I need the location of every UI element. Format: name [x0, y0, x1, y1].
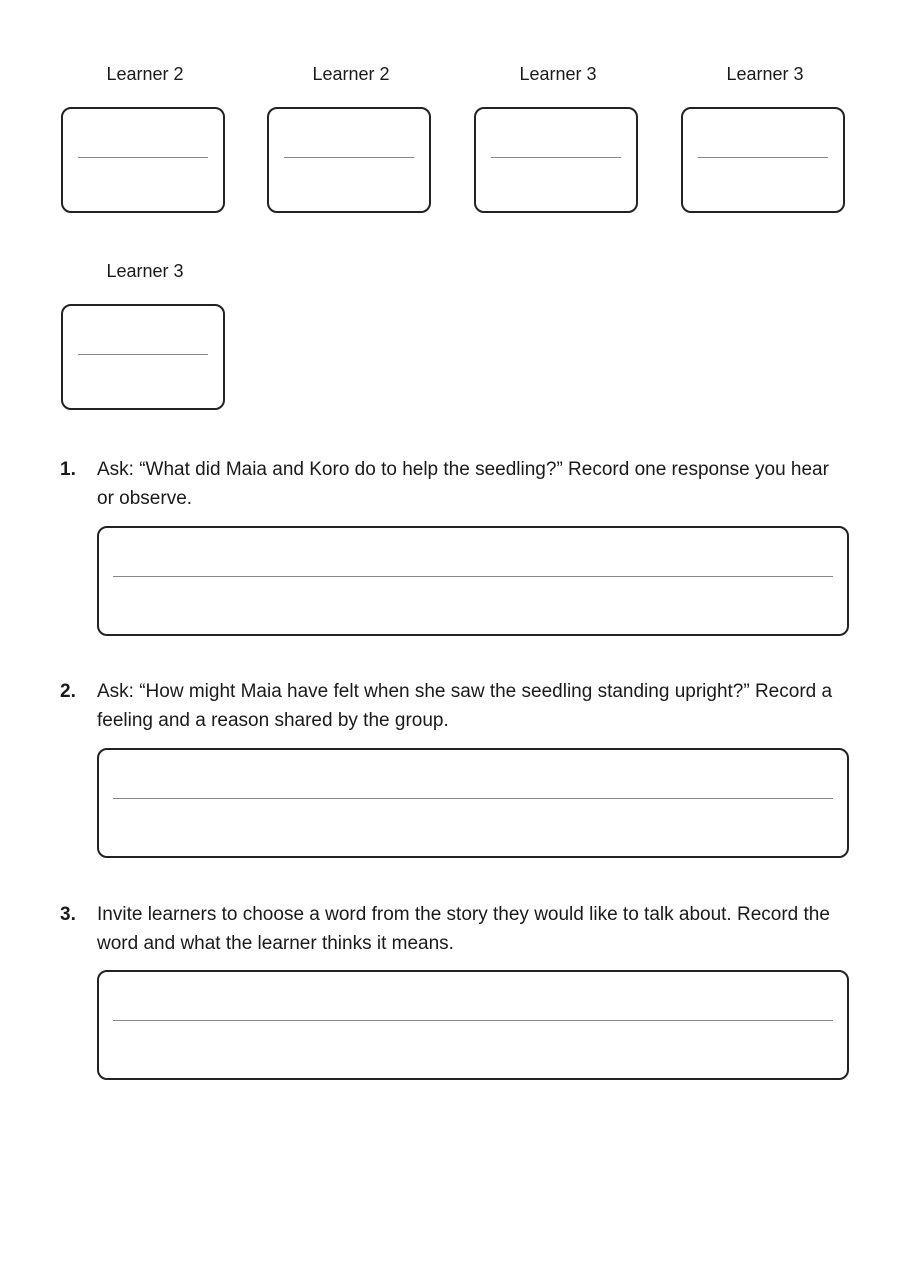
question-answer-box[interactable]: [97, 748, 849, 858]
question-answer-box[interactable]: [97, 970, 849, 1080]
learner-card-1: [61, 63, 229, 85]
learner-answer-box[interactable]: [61, 107, 225, 213]
question-answer-box[interactable]: [97, 526, 849, 636]
learner-label: Learner 2: [312, 64, 390, 84]
learner-card-4: [681, 63, 849, 85]
learner-card-3: [474, 63, 642, 85]
learner-answer-box[interactable]: [61, 304, 225, 410]
learner-label: Learner 2: [106, 64, 184, 84]
answer-line: [78, 157, 208, 158]
answer-line: [491, 157, 621, 158]
question-text: Invite learners to choose a word from the story they would like to talk about. Record the word and what the learner thinks it means.: [97, 904, 830, 954]
learner-answer-box[interactable]: [474, 107, 638, 213]
learner-answer-box[interactable]: [267, 107, 431, 213]
answer-line: [698, 157, 828, 158]
answer-line: [113, 798, 833, 799]
learner-card-2: [267, 63, 435, 85]
question-number: 2.: [60, 681, 76, 702]
question-text: Ask: “What did Maia and Koro do to help the seedling?” Record one response you hear or observe.: [97, 459, 829, 509]
answer-line: [78, 354, 208, 355]
learner-label: Learner 3: [726, 64, 804, 84]
learner-label: Learner 3: [106, 261, 184, 281]
learner-label: Learner 3: [519, 64, 597, 84]
answer-line: [113, 576, 833, 577]
learner-answer-box[interactable]: [681, 107, 845, 213]
question-text: Ask: “How might Maia have felt when she saw the seedling standing upright?” Record a feeling and a reason shared by the group.: [97, 681, 833, 731]
question-number: 3.: [60, 904, 76, 925]
answer-line: [284, 157, 414, 158]
question-number: 1.: [60, 459, 76, 480]
learner-card-5: [61, 260, 229, 282]
answer-line: [113, 1020, 833, 1021]
